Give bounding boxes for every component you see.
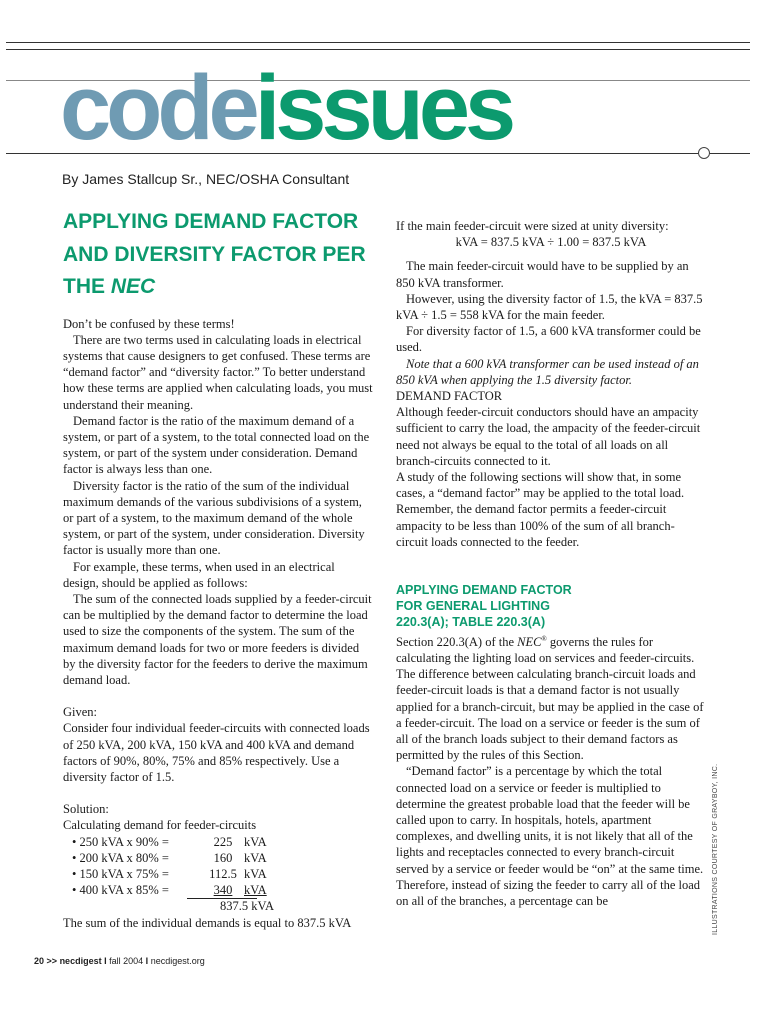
body-paragraph: The main feeder-circuit would have to be supplied by an 850 kVA transformer. [396, 259, 689, 290]
calc-row [63, 882, 373, 898]
calc-value: 340 [213, 883, 233, 898]
body-paragraph: For example, these terms, when used in an electrical design, should be applied as follows: [63, 559, 335, 590]
rule-ring-ornament [698, 147, 710, 159]
calc-row [63, 866, 373, 882]
header-rule-lower [6, 153, 750, 154]
byline: By James Stallcup Sr., NEC/OSHA Consultant [62, 171, 350, 187]
unity-diversity-text: If the main feeder-circuit were sized at unity diversity: [396, 219, 669, 233]
page-footer [34, 956, 205, 966]
masthead-word-code: code [60, 57, 255, 159]
article-headline [63, 206, 373, 304]
body-paragraph: A study of the following sections will show that, in some cases, a “demand factor” may be applied to the total load. Remember, the demand factor permits a feeder-circuit ampacity to be less than 100% of the sum of all branch-circuit loads connected to the feeder. [396, 470, 685, 549]
calc-expression: • 200 kVA x 80% = [72, 850, 169, 865]
right-column [396, 218, 706, 909]
nec-italic: NEC [517, 634, 542, 649]
headline-nec: NEC [110, 275, 156, 298]
body-paragraph: Demand factor is the ratio of the maximum demand of a system, or part of a system, to the total connected load on the system, or part of the system under consideration. Demand factor is always less than one. [63, 413, 370, 477]
intro-paragraph: Don’t be confused by these terms! [63, 316, 235, 331]
italic-note: Note that a 600 kVA transformer can be used instead of an 850 kVA when applying the 1.5 diversity factor. [396, 356, 699, 387]
body-paragraph: However, using the diversity factor of 1.5, the kVA = 837.5 kVA ÷ 1.5 = 558 kVA for the main feeder. [396, 291, 703, 323]
top-rule-1 [6, 42, 750, 43]
given-label: Given: [63, 705, 98, 720]
solution-label: Solution: [63, 802, 109, 817]
calc-value: 160 [213, 850, 233, 865]
subheading-line: 220.3(A); TABLE 220.3(A) [396, 615, 546, 630]
calc-unit: kVA [244, 867, 267, 881]
closing-line: The sum of the individual demands is equal to 837.5 kVA [63, 915, 352, 930]
calc-value: 225 [213, 834, 233, 849]
unity-equation: kVA = 837.5 kVA ÷ 1.00 = 837.5 kVA [455, 235, 647, 250]
registered-mark: ® [541, 634, 547, 643]
section-ref: Section 220.3(A) of the [396, 634, 515, 649]
body-paragraph: The sum of the connected loads supplied by a feeder-circuit can be multiplied by the demand factor to determine the load used to size the components of the system. The sum of the maximum demand loads for two or more feeders is divided by the diversity factor for the feeders to derive the maximum demand load. [63, 591, 372, 687]
body-paragraph [396, 631, 706, 764]
calc-expression: • 400 kVA x 85% = [72, 883, 169, 898]
footer-separator: I [145, 956, 149, 966]
calc-unit: kVA [244, 834, 267, 849]
body-paragraph: There are two terms used in calculating loads in electrical systems that cause designers to get confused. These terms are “demand factor” and “diversity factor.” To better understand how these terms are applied when calculating loads, you must understand their meaning. [63, 332, 373, 412]
subheading-line: APPLYING DEMAND FACTOR [396, 583, 572, 598]
website: necdigest.org [150, 956, 205, 966]
calc-unit: kVA [244, 850, 267, 865]
body-paragraph: Although feeder-circuit conductors should have an ampacity sufficient to carry the load, the ampacity of the feeder-circuit need not always be equal to the total of all loads on all branch-circuits connected to it. [396, 405, 701, 468]
calc-expression: • 250 kVA x 90% = [72, 834, 169, 849]
calc-expression: • 150 kVA x 75% = [72, 867, 169, 881]
section-body: governs the rules for calculating the lighting load on services and feeder-circuits. The difference between calculating branch-circuit loads and feeder-circuit loads is that a demand factor is not usually applied for a branch-circuit, but may be applied in the case of a feeder-circuit. The load on a service or feeder is the sum of all of the branch loads subject to their demand factors as permitted by the rules of this Section. [396, 634, 704, 763]
subheading-line: FOR GENERAL LIGHTING [396, 599, 550, 614]
calc-row [63, 834, 373, 850]
body-paragraph: “Demand factor” is a percentage by which the total connected load on a service or feeder is multiplied to determine the greatest probable load that the feeder will be called upon to carry. In hospitals, hotels, apartment complexes, and dwelling units, it is not likely that all of the lights and receptacles connected to every branch-circuit served by a service or feeder would be “on” at the same time. Therefore, instead of sizing the feeder to carry all of the load on all of the branches, a percentage can be [396, 764, 704, 909]
section-title-demand-factor: DEMAND FACTOR [396, 389, 503, 404]
calc-value: 112.5 [209, 867, 237, 881]
left-column [63, 206, 373, 931]
calc-total-row [63, 898, 373, 914]
body-paragraph: Diversity factor is the ratio of the sum of the individual maximum demands of the various subdivisions of a system, or part of a system, to the maximum demand of the whole system, or part of the system, under consideration. Diversity factor is usually more than one. [63, 478, 365, 558]
magazine-name: necdigest [59, 956, 102, 966]
footer-arrows: >> [46, 956, 58, 966]
illustration-credit: ILLUSTRATIONS COURTESY OF GRAYBOY, INC. [712, 763, 719, 935]
section-masthead [60, 57, 512, 159]
solution-intro: Calculating demand for feeder-circuits [63, 818, 257, 833]
calc-row [63, 850, 373, 866]
calc-unit: kVA [244, 883, 267, 898]
masthead-word-issues: issues [254, 57, 512, 159]
body-paragraph: For diversity factor of 1.5, a 600 kVA transformer could be used. [396, 324, 701, 355]
subheading-general-lighting [396, 582, 706, 631]
calc-total: 837.5 kVA [220, 899, 274, 914]
top-rule-2 [6, 49, 750, 50]
given-text: Consider four individual feeder-circuits with connected loads of 250 kVA, 200 kVA, 150 kVA and 400 kVA and demand factors of 90%, 80%, 75% and 85% respectively. Use a diversity factor of 1.5. [63, 721, 370, 784]
headline-text: APPLYING DEMAND FACTOR AND DIVERSITY FACTOR PER THE [63, 210, 366, 298]
page-number: 20 [34, 956, 45, 966]
demand-calculation-list [63, 834, 373, 915]
issue-date: fall 2004 [109, 956, 144, 966]
footer-separator: I [104, 956, 107, 966]
